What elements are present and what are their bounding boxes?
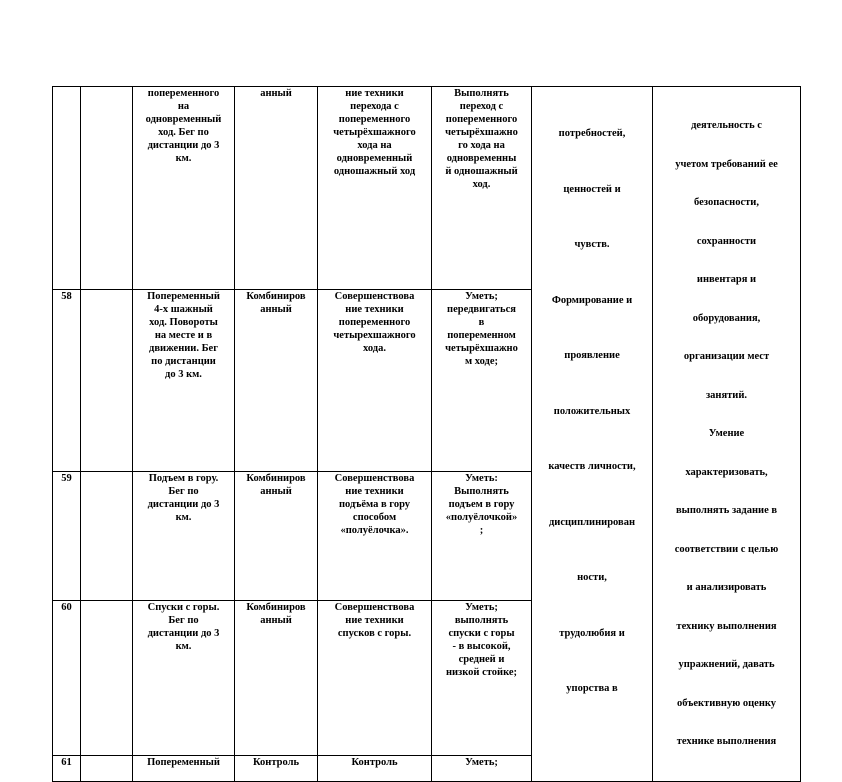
metasubject-results-line: безопасности, (694, 197, 759, 208)
metasubject-results-line: характеризовать, (685, 466, 768, 478)
metasubject-results-line: выполнять задание в (675, 505, 778, 516)
lesson-content: Совершенствова ние техники спусков с горы. (318, 601, 432, 755)
personal-results-line: чувств. (574, 239, 610, 250)
metasubject-results-line: технике выполнения (676, 736, 777, 747)
lesson-topic: попеременного на одновременный ход. Бег по дистанции до 3 км. (133, 87, 235, 290)
personal-results-line: потребностей, (558, 128, 626, 139)
metasubject-results-line: оборудования, (692, 312, 761, 324)
lesson-type: Комбиниров анный (235, 471, 318, 601)
lesson-number: 58 (53, 290, 81, 472)
lesson-content: Совершенствова ние техники подъёма в гору способом «полуёлочка». (318, 471, 432, 601)
personal-results-line: проявление (564, 350, 620, 361)
lesson-number: 60 (53, 601, 81, 755)
lesson-number: 61 (53, 755, 81, 781)
lesson-number (53, 87, 81, 290)
lesson-content: ние техники перехода с попеременного четырёхшажного хода на одновременный одношажный ход (318, 87, 432, 290)
metasubject-results-line: соответствии с целью (674, 543, 779, 555)
personal-results-line: качеств личности, (548, 461, 636, 472)
lesson-topic: Попеременный 4-х шажный ход. Повороты на месте и в движении. Бег по дистанции до 3 км. (133, 290, 235, 472)
metasubject-results-line: учетом требований ее (675, 158, 778, 170)
metasubject-results-line: сохранности (696, 235, 757, 247)
metasubject-results-line: организации мест (683, 351, 770, 362)
personal-results-line: ценностей и (563, 183, 621, 195)
personal-results-line: положительных (553, 405, 631, 417)
personal-results-column (532, 87, 653, 782)
lesson-type: Комбиниров анный (235, 601, 318, 755)
blank-cell (81, 755, 133, 781)
lesson-skills: Выполнять переход с попеременного четырёхшажно го хода на одновременны й одношажный ход. (432, 87, 532, 290)
personal-results-line: ности, (577, 572, 607, 583)
table-row (53, 87, 801, 290)
lesson-topic: Попеременный (133, 755, 235, 781)
lesson-skills: Уметь; (432, 755, 532, 781)
lesson-skills: Уметь: Выполнять подъем в гору «полуёлочкой» ; (432, 471, 532, 601)
lesson-skills: Уметь; выполнять спуски с горы - в высокой, средней и низкой стойке; (432, 601, 532, 755)
metasubject-results-line: Умение (708, 428, 745, 439)
metasubject-results-line: объективную оценку (676, 697, 777, 709)
lesson-content: Контроль (318, 755, 432, 781)
metasubject-results-line: и анализировать (686, 582, 767, 593)
lesson-type: Контроль (235, 755, 318, 781)
personal-results-line: Формирование и (551, 294, 633, 306)
lesson-type: Комбиниров анный (235, 290, 318, 472)
metasubject-results-text (655, 100, 798, 768)
lesson-topic: Подъем в гору. Бег по дистанции до 3 км. (133, 471, 235, 601)
personal-results-line: трудолюбия и (559, 627, 625, 639)
metasubject-results-line: упражнений, давать (678, 659, 775, 670)
metasubject-results-line: технику выполнения (676, 620, 777, 632)
personal-results-line: дисциплинирован (548, 516, 635, 528)
lesson-content: Совершенствова ние техники попеременного четырехшажного хода. (318, 290, 432, 472)
metasubject-results-column (653, 87, 801, 782)
metasubject-results-line: деятельность с (691, 120, 762, 131)
lesson-type: анный (235, 87, 318, 290)
metasubject-results-line: занятий. (705, 389, 748, 401)
blank-cell (81, 87, 133, 290)
blank-cell (81, 601, 133, 755)
lesson-number: 59 (53, 471, 81, 601)
lesson-plan-table (52, 86, 801, 782)
lesson-topic: Спуски с горы. Бег по дистанции до 3 км. (133, 601, 235, 755)
personal-results-line: упорства в (566, 683, 618, 694)
lesson-skills: Уметь; передвигаться в попеременном четырёхшажно м ходе; (432, 290, 532, 472)
personal-results-text (534, 100, 650, 724)
blank-cell (81, 290, 133, 472)
metasubject-results-line: инвентаря и (696, 274, 757, 285)
blank-cell (81, 471, 133, 601)
